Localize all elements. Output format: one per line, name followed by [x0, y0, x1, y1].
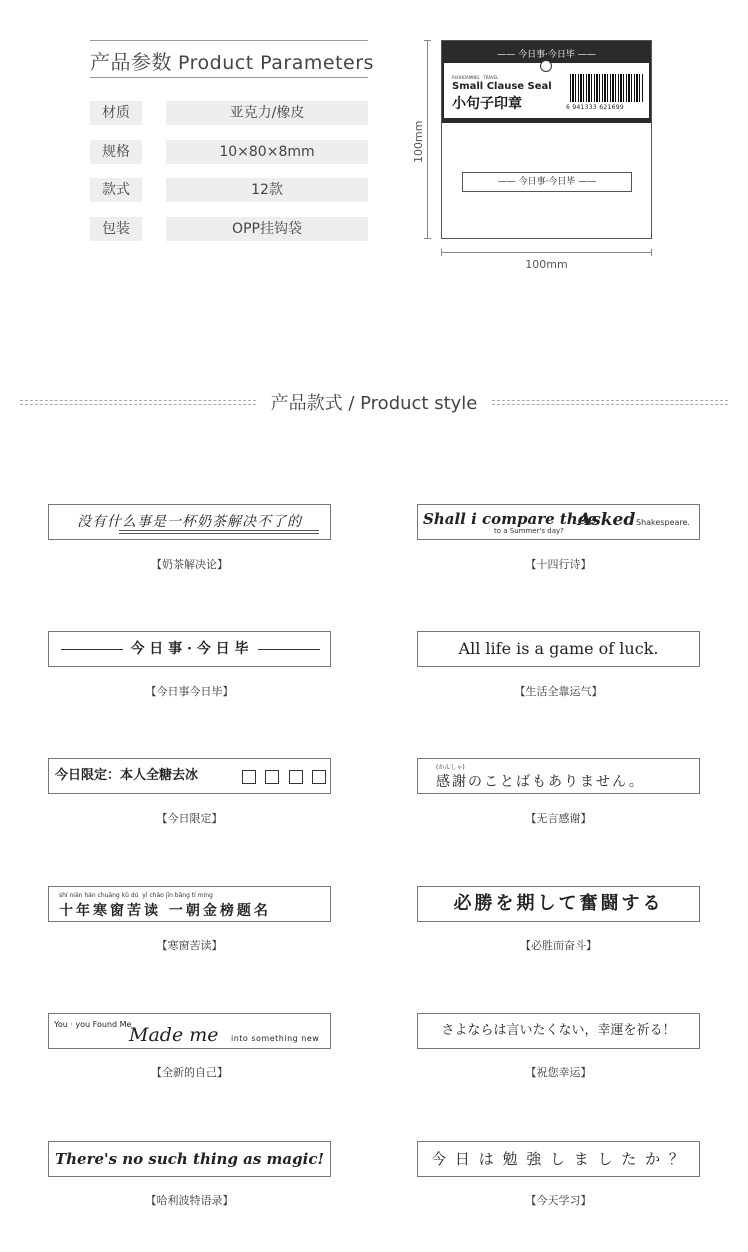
barcode-number: 6 941333 621699: [566, 104, 624, 111]
height-dimension-cap: [424, 238, 431, 239]
checkbox-square-icon: [312, 770, 326, 784]
param-value: 10×80×8mm: [166, 140, 368, 164]
package-name-en: Small Clause Seal: [452, 81, 552, 92]
param-key: 款式: [90, 178, 142, 202]
hang-hole-icon: [540, 60, 552, 72]
package-stamp: —— 今日事·今日毕 ——: [462, 172, 632, 192]
param-row-packaging: [90, 217, 368, 241]
barcode-icon: [570, 74, 644, 102]
underline-decoration: [119, 533, 319, 534]
height-dimension-line: [427, 40, 428, 239]
stamp-sonnet: [417, 504, 700, 540]
stamp-caption: 【生活全靠运气】: [514, 685, 603, 698]
stamp-text: さよならは言いたくない，幸運を祈る！: [441, 1023, 676, 1038]
stamp-caption: 【今日限定】: [156, 812, 223, 825]
stamp-text: 今 日 は 勉 強 し ま し た か ？: [431, 1150, 686, 1168]
underline-decoration: [119, 530, 319, 531]
stamp-caption: 【必胜而奋斗】: [520, 939, 597, 952]
stamp-did-you-study: [417, 1141, 700, 1177]
stamp-limited: [48, 758, 331, 794]
package-illustration: [441, 40, 652, 239]
divider: [492, 404, 728, 405]
stamp-caption: 【祝您幸运】: [525, 1066, 592, 1079]
checkbox-square-icon: [265, 770, 279, 784]
divider: [20, 400, 256, 401]
divider: [492, 400, 728, 401]
stamp-thanks: [417, 758, 700, 794]
stamp-text-tail: Shakespeare.: [636, 518, 690, 527]
width-dimension-label: 100mm: [525, 258, 568, 271]
stamp-certain-victory: [417, 886, 700, 922]
stamp-caption: 【无言感谢】: [525, 812, 592, 825]
width-dimension-cap: [651, 249, 652, 256]
package-header: [442, 41, 651, 123]
stamp-text: There's no such thing as magic!: [54, 1150, 325, 1168]
stamp-text-b: Made me: [129, 1024, 219, 1046]
stamp-text: 感謝のことばもありません。: [436, 774, 645, 790]
height-dimension-cap: [424, 40, 431, 41]
stamp-good-luck: [417, 1013, 700, 1049]
stamp-text: All life is a game of luck.: [458, 639, 659, 658]
param-row-spec: [90, 140, 368, 164]
stamp-caption: 【哈利波特语录】: [145, 1194, 234, 1207]
stamp-text: 今日限定：本人全糖去冰: [55, 768, 199, 783]
param-value: 亚克力/橡皮: [166, 101, 368, 125]
stamp-caption: 【十四行诗】: [525, 558, 592, 571]
stamp-caption: 【寒窗苦读】: [156, 939, 223, 952]
param-value: OPP挂钩袋: [166, 217, 368, 241]
height-dimension-label: 100mm: [412, 120, 425, 164]
params-bottom-rule: [90, 77, 368, 78]
stamp-today-done: [48, 631, 331, 667]
param-row-material: [90, 101, 368, 125]
params-title-en: Product Parameters: [178, 52, 374, 74]
stamp-study: [48, 886, 331, 922]
param-value: 12款: [166, 178, 368, 202]
stamp-made-me-new: [48, 1013, 331, 1049]
checkbox-square-icon: [242, 770, 256, 784]
width-dimension-line: [441, 252, 652, 253]
stamp-text: 没有什么事是一杯奶茶解决不了的: [77, 514, 302, 530]
stamp-magic: [48, 1141, 331, 1177]
stamp-text: 十年寒窗苦读 一朝金榜题名: [59, 903, 271, 919]
stamp-text-main: Shall i compare thee: [423, 510, 597, 528]
stamp-text-c: into something new: [231, 1034, 320, 1043]
stamp-game-of-luck: [417, 631, 700, 667]
stamp-text: 必勝を期して奮闘する: [453, 893, 664, 914]
package-name-cn: 小句子印章: [452, 96, 522, 112]
package-banner: —— 今日事·今日毕 ——: [497, 50, 596, 60]
param-row-styles: [90, 178, 368, 202]
param-key: 包装: [90, 217, 142, 241]
stamp-pinyin: shí nián hán chuāng kǔ dú yī cháo jīn bǎng tí míng: [59, 892, 213, 899]
stamp-ruby: (かんしゃ): [436, 764, 465, 771]
stamp-text-mid: Asked: [578, 510, 636, 530]
stamp-text: 今 日 事 · 今 日 毕: [130, 641, 249, 657]
style-section-title: 产品款式 / Product style: [270, 393, 478, 414]
stamp-milk-tea: [48, 504, 331, 540]
stamp-caption: 【全新的自己】: [151, 1066, 228, 1079]
package-brand-sub: RIXIHOAMING · TRAVEL: [452, 75, 499, 80]
stamp-caption: 【今日事今日毕】: [145, 685, 234, 698]
params-title-cn: 产品参数: [90, 50, 172, 74]
stamp-text-a: You · you Found Me: [54, 1020, 132, 1029]
param-key: 规格: [90, 140, 142, 164]
params-top-rule: [90, 40, 368, 41]
stamp-caption: 【今天学习】: [525, 1194, 592, 1207]
stamp-text-small: to a Summer's day?: [494, 527, 564, 535]
param-key: 材质: [90, 101, 142, 125]
width-dimension-cap: [441, 249, 442, 256]
checkbox-square-icon: [289, 770, 303, 784]
stamp-caption: 【奶茶解决论】: [151, 558, 228, 571]
params-title: [90, 46, 374, 75]
divider: [20, 404, 256, 405]
